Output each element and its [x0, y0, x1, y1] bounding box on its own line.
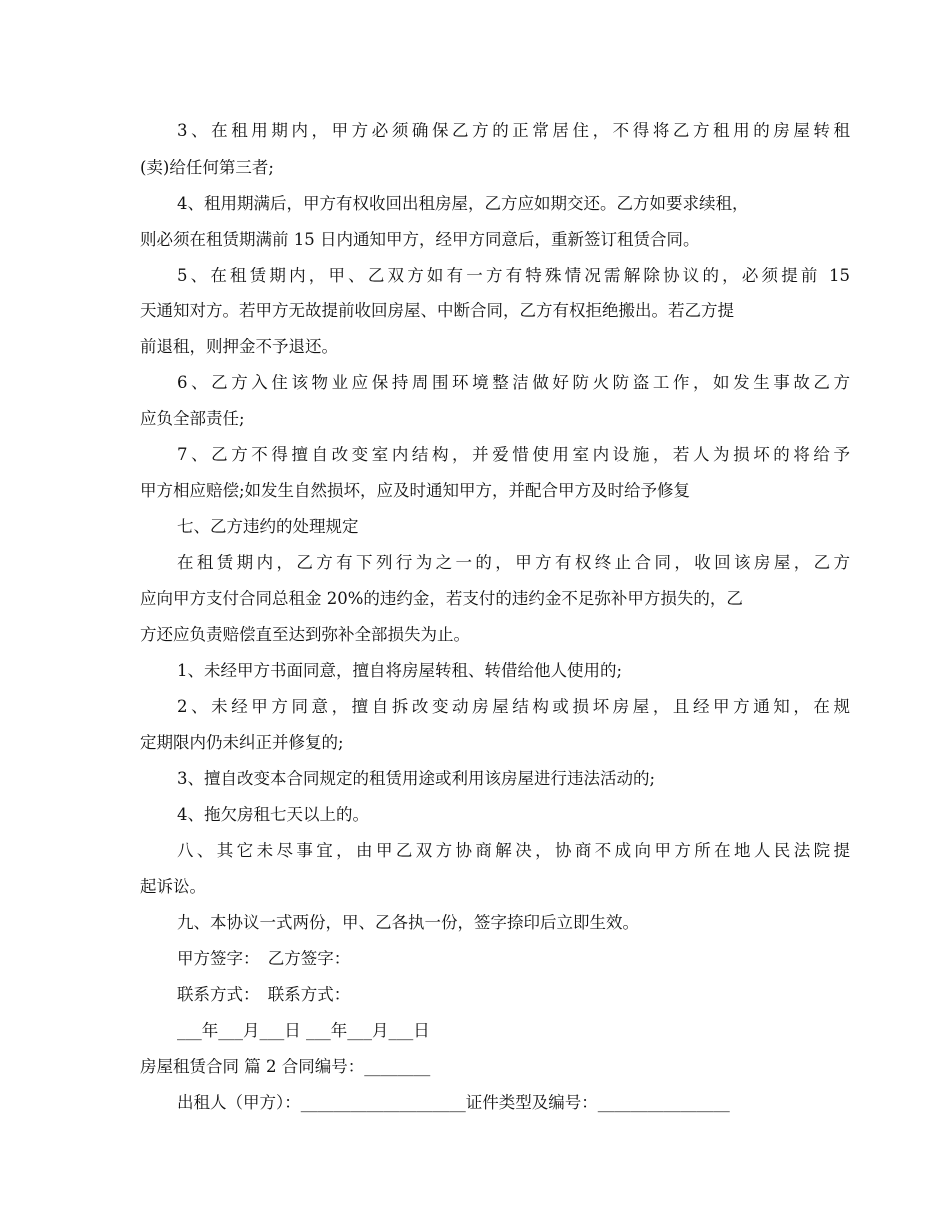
- paragraph-line: 八、其它未尽事宜，由甲乙双方协商解决，协商不成向甲方所在地人民法院提: [177, 841, 850, 860]
- paragraph-line: 应负全部责任;: [140, 409, 245, 428]
- paragraph-line: 3、擅自改变本合同规定的租赁用途或利用该房屋进行违法活动的;: [177, 769, 656, 788]
- date-line: ___年___月___日 ___年___月___日: [177, 1021, 430, 1040]
- paragraph-line: 3、在租用期内，甲方必须确保乙方的正常居住，不得将乙方租用的房屋转租: [177, 121, 850, 140]
- paragraph-line: 方还应负责赔偿直至达到弥补全部损失为止。: [140, 625, 470, 644]
- paragraph-line: 起诉讼。: [140, 877, 206, 896]
- paragraph-line: 应向甲方支付合同总租金 20%的违约金，若支付的违约金不足弥补甲方损失的，乙: [140, 589, 743, 608]
- paragraph-line: 九、本协议一式两份，甲、乙各执一份，签字捺印后立即生效。: [177, 913, 639, 932]
- paragraph-line: 天通知对方。若甲方无故提前收回房屋、中断合同，乙方有权拒绝搬出。若乙方提: [140, 301, 734, 320]
- paragraph-line: 1、未经甲方书面同意，擅自将房屋转租、转借给他人使用的;: [177, 661, 623, 680]
- paragraph-line: 则必须在租赁期满前 15 日内通知甲方，经甲方同意后，重新签订租赁合同。: [140, 230, 700, 249]
- paragraph-line: (卖)给任何第三者;: [140, 158, 274, 177]
- paragraph-line: 4、租用期满后，甲方有权收回出租房屋，乙方应如期交还。乙方如要求续租，: [177, 194, 749, 213]
- paragraph-line: 前退租，则押金不予退还。: [140, 337, 338, 356]
- paragraph-line: 定期限内仍未纠正并修复的;: [140, 733, 344, 752]
- paragraph-line: 6、乙方入住该物业应保持周围环境整洁做好防火防盗工作，如发生事故乙方: [177, 373, 850, 392]
- paragraph-line: 2、未经甲方同意，擅自拆改变动房屋结构或损坏房屋，且经甲方通知，在规: [177, 697, 850, 716]
- paragraph-line: 在租赁期内，乙方有下列行为之一的，甲方有权终止合同，收回该房屋，乙方: [177, 553, 850, 572]
- lessor-line: 出租人（甲方）：____________________证件类型及编号：________________: [177, 1093, 730, 1112]
- paragraph-line: 7、乙方不得擅自改变室内结构，并爱惜使用室内设施，若人为损坏的将给予: [177, 445, 850, 464]
- paragraph-line: 4、拖欠房租七天以上的。: [177, 805, 369, 824]
- contract-title-line: 房屋租赁合同 篇 2 合同编号：________: [140, 1057, 431, 1076]
- paragraph-line: 5、在租赁期内，甲、乙双方如有一方有特殊情况需解除协议的，必须提前 15: [177, 266, 850, 285]
- contact-line: 联系方式： 联系方式：: [177, 985, 351, 1004]
- signature-line: 甲方签字： 乙方签字：: [177, 949, 351, 968]
- section-heading: 七、乙方违约的处理规定: [177, 517, 359, 536]
- paragraph-line: 甲方相应赔偿;如发生自然损坏，应及时通知甲方，并配合甲方及时给予修复: [140, 481, 691, 500]
